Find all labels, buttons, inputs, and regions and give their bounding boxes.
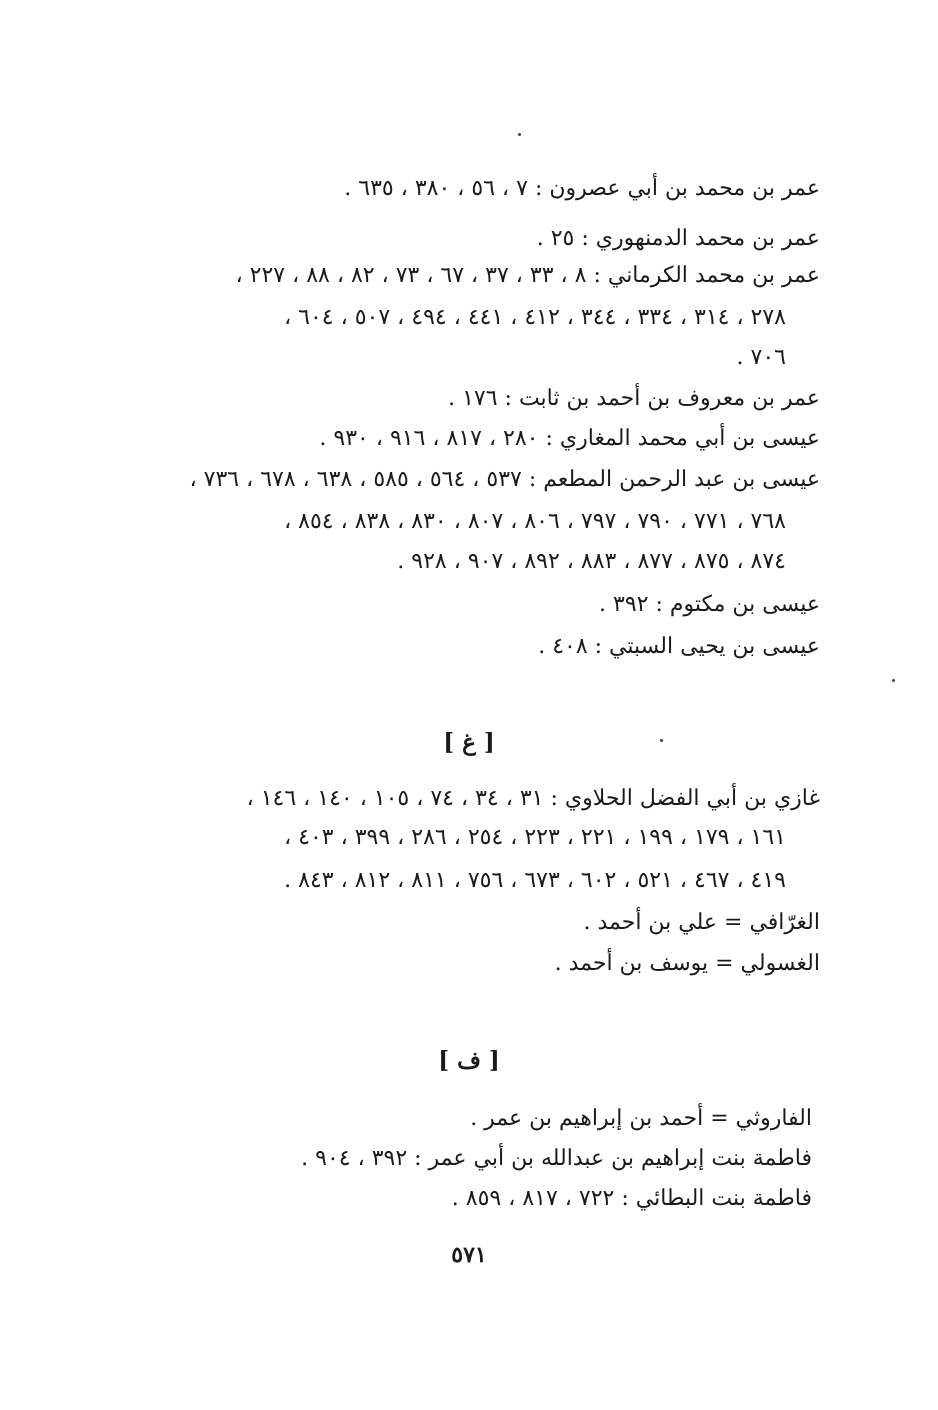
section-heading-ghain: [ غ ] (443, 729, 495, 756)
index-entry-continuation: ٢٧٨ ، ٣١٤ ، ٣٣٤ ، ٣٤٤ ، ٤١٢ ، ٤٤١ ، ٤٩٤ ، ٥٠٧ ، ٦٠٤ ، (284, 305, 786, 330)
scan-speck (660, 739, 663, 742)
index-entry-continuation: ٤١٩ ، ٤٦٧ ، ٥٢١ ، ٦٠٢ ، ٦٧٣ ، ٧٥٦ ، ٨١١ ، ٨١٢ ، ٨٤٣ . (284, 868, 786, 893)
index-entry: عيسى بن مكتوم : ٣٩٢ . (599, 592, 820, 617)
index-entry: الفاروثي = أحمد بن إبراهيم بن عمر . (470, 1106, 812, 1131)
page-number: ٥٧١ (451, 1242, 487, 1268)
index-entry: فاطمة بنت إبراهيم بن عبدالله بن أبي عمر : ٣٩٢ ، ٩٠٤ . (301, 1146, 812, 1171)
index-entry: الغسولي = يوسف بن أحمد . (554, 951, 820, 976)
index-entry: عيسى بن أبي محمد المغاري : ٢٨٠ ، ٨١٧ ، ٩١٦ ، ٩٣٠ . (319, 426, 820, 451)
index-entry: الغرّافي = علي بن أحمد . (583, 910, 820, 935)
section-heading-fa: [ ف ] (438, 1047, 500, 1074)
index-entry: غازي بن أبي الفضل الحلاوي : ٣١ ، ٣٤ ، ٧٤ ، ١٠٥ ، ١٤٠ ، ١٤٦ ، (246, 786, 820, 811)
index-entry: عمر بن محمد الكرماني : ٨ ، ٣٣ ، ٣٧ ، ٦٧ ، ٧٣ ، ٨٢ ، ٨٨ ، ٢٢٧ ، (235, 263, 820, 288)
scan-speck (518, 133, 521, 136)
index-entry-continuation: ١٦١ ، ١٧٩ ، ١٩٩ ، ٢٢١ ، ٢٢٣ ، ٢٥٤ ، ٢٨٦ ، ٣٩٩ ، ٤٠٣ ، (284, 825, 786, 850)
index-entry: عمر بن محمد الدمنهوري : ٢٥ . (536, 226, 820, 251)
index-entry: عمر بن محمد بن أبي عصرون : ٧ ، ٥٦ ، ٣٨٠ ، ٦٣٥ . (344, 176, 820, 201)
index-entry-continuation: ٨٧٤ ، ٨٧٥ ، ٨٧٧ ، ٨٨٣ ، ٨٩٢ ، ٩٠٧ ، ٩٢٨ . (397, 549, 786, 574)
index-entry: عيسى بن عبد الرحمن المطعم : ٥٣٧ ، ٥٦٤ ، ٥٨٥ ، ٦٣٨ ، ٦٧٨ ، ٧٣٦ ، (189, 467, 820, 492)
index-entry: عمر بن معروف بن أحمد بن ثابت : ١٧٦ . (448, 386, 820, 411)
index-entry-continuation: ٧٠٦ . (736, 345, 786, 370)
index-entry-continuation: ٧٦٨ ، ٧٧١ ، ٧٩٠ ، ٧٩٧ ، ٨٠٦ ، ٨٠٧ ، ٨٣٠ ، ٨٣٨ ، ٨٥٤ ، (284, 509, 786, 534)
index-entry: فاطمة بنت البطائي : ٧٢٢ ، ٨١٧ ، ٨٥٩ . (451, 1186, 812, 1211)
scan-speck (892, 679, 895, 682)
index-entry: عيسى بن يحيى السبتي : ٤٠٨ . (538, 634, 820, 659)
